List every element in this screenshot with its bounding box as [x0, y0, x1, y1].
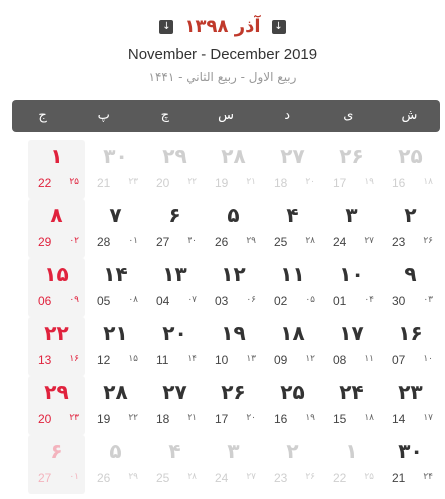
weekday-label: ج — [38, 108, 47, 123]
gregorian-day-number: 24 — [215, 471, 229, 485]
hijri-day-number: ۰۱ — [69, 471, 79, 481]
weekday-label: چ — [160, 108, 170, 123]
hijri-day-number: ۱۹ — [305, 412, 315, 422]
persian-day-number: ۹ — [404, 262, 417, 286]
day-cell[interactable] — [146, 140, 203, 199]
hijri-day-number: ۱۰ — [423, 353, 433, 363]
persian-day-number: ۱۲ — [221, 262, 246, 286]
hijri-day-number: ۲۸ — [187, 471, 197, 481]
gregorian-day-number: 13 — [38, 353, 52, 367]
persian-day-number: ۲۹ — [44, 380, 69, 404]
hijri-day-number: ۲۷ — [364, 235, 374, 245]
hijri-day-number: ۲۸ — [305, 235, 315, 245]
gregorian-day-number: 25 — [156, 471, 170, 485]
gregorian-day-number: 05 — [97, 294, 111, 308]
hijri-day-number: ۰۸ — [128, 294, 138, 304]
weekday-label: ش — [401, 108, 418, 123]
hijri-day-number: ۲۶ — [305, 471, 315, 481]
day-cell[interactable] — [323, 435, 380, 494]
gregorian-day-number: 08 — [333, 353, 347, 367]
hijri-day-number: ۲۱ — [187, 412, 197, 422]
day-cell[interactable] — [146, 376, 203, 435]
hijri-day-number: ۲۲ — [128, 412, 138, 422]
day-cell[interactable] — [205, 199, 262, 258]
hijri-day-number: ۱۸ — [423, 176, 433, 186]
day-cell[interactable] — [205, 140, 262, 199]
persian-day-number: ۲۵ — [280, 380, 305, 404]
calendar-grid — [12, 140, 440, 494]
hijri-day-number: ۳۰ — [187, 235, 197, 245]
persian-day-number: ۵ — [227, 203, 240, 227]
prev-month-button[interactable]: ↓ — [272, 20, 286, 34]
day-cell[interactable] — [87, 435, 144, 494]
gregorian-day-number: 19 — [97, 412, 111, 426]
persian-day-number: ۲۸ — [103, 380, 128, 404]
weekday-label: د — [284, 108, 291, 123]
persian-day-number: ۳۰ — [398, 439, 423, 463]
persian-day-number: ۱ — [50, 144, 63, 168]
persian-day-number: ۴ — [286, 203, 299, 227]
gregorian-day-number: 01 — [333, 294, 347, 308]
day-cell[interactable] — [323, 376, 380, 435]
next-month-button[interactable]: ↓ — [159, 20, 173, 34]
gregorian-day-number: 18 — [156, 412, 170, 426]
hijri-day-number: ۱۶ — [69, 353, 79, 363]
persian-day-number: ۲ — [404, 203, 417, 227]
day-cell-friday[interactable] — [28, 258, 85, 317]
hijri-day-number: ۱۲ — [305, 353, 315, 363]
day-cell[interactable] — [323, 317, 380, 376]
gregorian-day-number: 16 — [392, 176, 406, 190]
day-cell[interactable] — [264, 317, 321, 376]
gregorian-day-number: 28 — [97, 235, 111, 249]
persian-day-number: ۲ — [286, 439, 299, 463]
day-cell[interactable] — [205, 435, 262, 494]
persian-day-number: ۶ — [168, 203, 181, 227]
hijri-day-number: ۲۵ — [364, 471, 374, 481]
day-cell[interactable] — [382, 258, 439, 317]
day-cell[interactable] — [382, 199, 439, 258]
persian-day-number: ۲۹ — [162, 144, 187, 168]
persian-day-number: ۲۷ — [280, 144, 305, 168]
gregorian-day-number: 17 — [333, 176, 347, 190]
persian-day-number: ۷ — [109, 203, 122, 227]
day-cell-friday[interactable] — [28, 376, 85, 435]
gregorian-day-number: 21 — [392, 471, 406, 485]
hijri-day-number: ۰۳ — [423, 294, 433, 304]
day-cell[interactable] — [323, 140, 380, 199]
day-cell[interactable] — [264, 199, 321, 258]
day-cell[interactable] — [87, 376, 144, 435]
persian-day-number: ۴ — [168, 439, 181, 463]
persian-day-number: ۳۰ — [103, 144, 128, 168]
hijri-day-number: ۰۲ — [69, 235, 79, 245]
calendar-header — [0, 0, 445, 96]
day-cell-friday[interactable] — [28, 199, 85, 258]
hijri-day-number: ۱۷ — [423, 412, 433, 422]
day-cell[interactable] — [87, 258, 144, 317]
day-cell[interactable] — [264, 435, 321, 494]
persian-day-number: ۲۳ — [398, 380, 423, 404]
gregorian-day-number: 07 — [392, 353, 406, 367]
gregorian-day-number: 29 — [38, 235, 52, 249]
weekday-label: ی — [343, 108, 354, 123]
hijri-day-number: ۰۱ — [128, 235, 138, 245]
gregorian-day-number: 10 — [215, 353, 229, 367]
gregorian-day-number: 20 — [38, 412, 52, 426]
persian-day-number: ۶ — [50, 439, 63, 463]
gregorian-day-number: 14 — [392, 412, 406, 426]
day-cell-friday[interactable] — [28, 140, 85, 199]
persian-day-number: ۲۸ — [221, 144, 246, 168]
hijri-day-number: ۲۹ — [246, 235, 256, 245]
day-cell-friday[interactable] — [28, 435, 85, 494]
day-cell[interactable] — [146, 258, 203, 317]
gregorian-day-number: 16 — [274, 412, 288, 426]
hijri-day-number: ۰۷ — [187, 294, 197, 304]
weekday-label: پ — [97, 108, 110, 123]
day-cell[interactable] — [146, 435, 203, 494]
hijri-day-number: ۲۷ — [246, 471, 256, 481]
week-row — [12, 376, 440, 435]
persian-day-number: ۱۰ — [339, 262, 364, 286]
persian-day-number: ۱۷ — [339, 321, 364, 345]
gregorian-day-number: 27 — [156, 235, 170, 249]
day-cell[interactable] — [382, 435, 439, 494]
day-cell-friday[interactable] — [28, 317, 85, 376]
day-cell[interactable] — [382, 317, 439, 376]
gregorian-day-number: 15 — [333, 412, 347, 426]
day-cell[interactable] — [205, 317, 262, 376]
hijri-day-number: ۱۵ — [128, 353, 138, 363]
gregorian-day-number: 11 — [156, 353, 169, 367]
day-cell[interactable] — [323, 199, 380, 258]
day-cell[interactable] — [382, 140, 439, 199]
persian-day-number: ۲۰ — [162, 321, 187, 345]
hijri-day-number: ۰۶ — [246, 294, 256, 304]
month-title-row — [0, 16, 445, 44]
persian-day-number: ۱۱ — [280, 262, 305, 286]
hijri-day-number: ۱۹ — [364, 176, 374, 186]
gregorian-day-number: 19 — [215, 176, 229, 190]
persian-day-number: ۱۶ — [398, 321, 423, 345]
persian-day-number: ۲۶ — [339, 144, 364, 168]
gregorian-day-number: 09 — [274, 353, 288, 367]
persian-day-number: ۸ — [50, 203, 63, 227]
hijri-range: ربيع الاول - ربيع الثاني - ۱۴۴۱ — [148, 70, 297, 84]
hijri-day-number: ۱۳ — [246, 353, 256, 363]
day-cell[interactable] — [264, 258, 321, 317]
persian-day-number: ۱۵ — [44, 262, 69, 286]
persian-day-number: ۱۴ — [103, 262, 128, 286]
hijri-day-number: ۲۲ — [187, 176, 197, 186]
hijri-day-number: ۲۹ — [128, 471, 138, 481]
week-row — [12, 140, 440, 199]
hijri-day-number: ۲۳ — [128, 176, 138, 186]
day-cell[interactable] — [87, 140, 144, 199]
gregorian-day-number: 20 — [156, 176, 170, 190]
week-row — [12, 199, 440, 258]
persian-day-number: ۱ — [345, 439, 358, 463]
weekday-label: س — [218, 108, 234, 123]
hijri-day-number: ۰۵ — [305, 294, 315, 304]
month-title: آذر ۱۳۹۸ — [184, 16, 261, 37]
persian-day-number: ۳ — [227, 439, 240, 463]
persian-day-number: ۱۳ — [162, 262, 187, 286]
hijri-day-number: ۲۰ — [246, 412, 256, 422]
gregorian-day-number: 25 — [274, 235, 288, 249]
persian-day-number: ۲۵ — [398, 144, 423, 168]
gregorian-day-number: 21 — [97, 176, 111, 190]
day-cell[interactable] — [323, 258, 380, 317]
hijri-day-number: ۲۱ — [246, 176, 256, 186]
gregorian-day-number: 04 — [156, 294, 170, 308]
gregorian-day-number: 27 — [38, 471, 52, 485]
week-row — [12, 317, 440, 376]
day-cell[interactable] — [87, 199, 144, 258]
persian-day-number: ۲۱ — [103, 321, 128, 345]
gregorian-day-number: 22 — [333, 471, 347, 485]
hijri-day-number: ۱۸ — [364, 412, 374, 422]
persian-day-number: ۲۷ — [162, 380, 187, 404]
hijri-day-number: ۱۱ — [364, 353, 374, 363]
day-cell[interactable] — [205, 376, 262, 435]
gregorian-day-number: 24 — [333, 235, 347, 249]
weekday-header-bar — [12, 100, 440, 132]
week-row — [12, 258, 440, 317]
day-cell[interactable] — [382, 376, 439, 435]
hijri-day-number: ۲۳ — [69, 412, 79, 422]
gregorian-range: November - December 2019 — [127, 46, 318, 63]
day-cell[interactable] — [205, 258, 262, 317]
gregorian-day-number: 03 — [215, 294, 229, 308]
hijri-day-number: ۰۹ — [69, 294, 79, 304]
persian-day-number: ۵ — [109, 439, 122, 463]
day-cell[interactable] — [146, 317, 203, 376]
persian-day-number: ۲۲ — [44, 321, 69, 345]
gregorian-day-number: 02 — [274, 294, 288, 308]
gregorian-day-number: 12 — [97, 353, 111, 367]
persian-day-number: ۱۸ — [280, 321, 305, 345]
day-cell[interactable] — [87, 317, 144, 376]
gregorian-day-number: 06 — [38, 294, 52, 308]
hijri-day-number: ۲۰ — [305, 176, 315, 186]
gregorian-day-number: 17 — [215, 412, 229, 426]
day-cell[interactable] — [146, 199, 203, 258]
gregorian-day-number: 23 — [274, 471, 288, 485]
persian-day-number: ۳ — [345, 203, 358, 227]
persian-day-number: ۱۹ — [221, 321, 246, 345]
gregorian-day-number: 18 — [274, 176, 288, 190]
week-row — [12, 435, 440, 494]
day-cell[interactable] — [264, 140, 321, 199]
persian-day-number: ۲۴ — [339, 380, 364, 404]
gregorian-day-number: 23 — [392, 235, 406, 249]
hijri-day-number: ۲۶ — [423, 235, 433, 245]
hijri-day-number: ۰۴ — [364, 294, 374, 304]
gregorian-day-number: 22 — [38, 176, 52, 190]
hijri-day-number: ۱۴ — [187, 353, 197, 363]
persian-day-number: ۲۶ — [221, 380, 246, 404]
day-cell[interactable] — [264, 376, 321, 435]
hijri-day-number: ۲۴ — [423, 471, 433, 481]
gregorian-day-number: 30 — [392, 294, 406, 308]
gregorian-day-number: 26 — [215, 235, 229, 249]
hijri-day-number: ۲۵ — [69, 176, 79, 186]
gregorian-day-number: 26 — [97, 471, 111, 485]
